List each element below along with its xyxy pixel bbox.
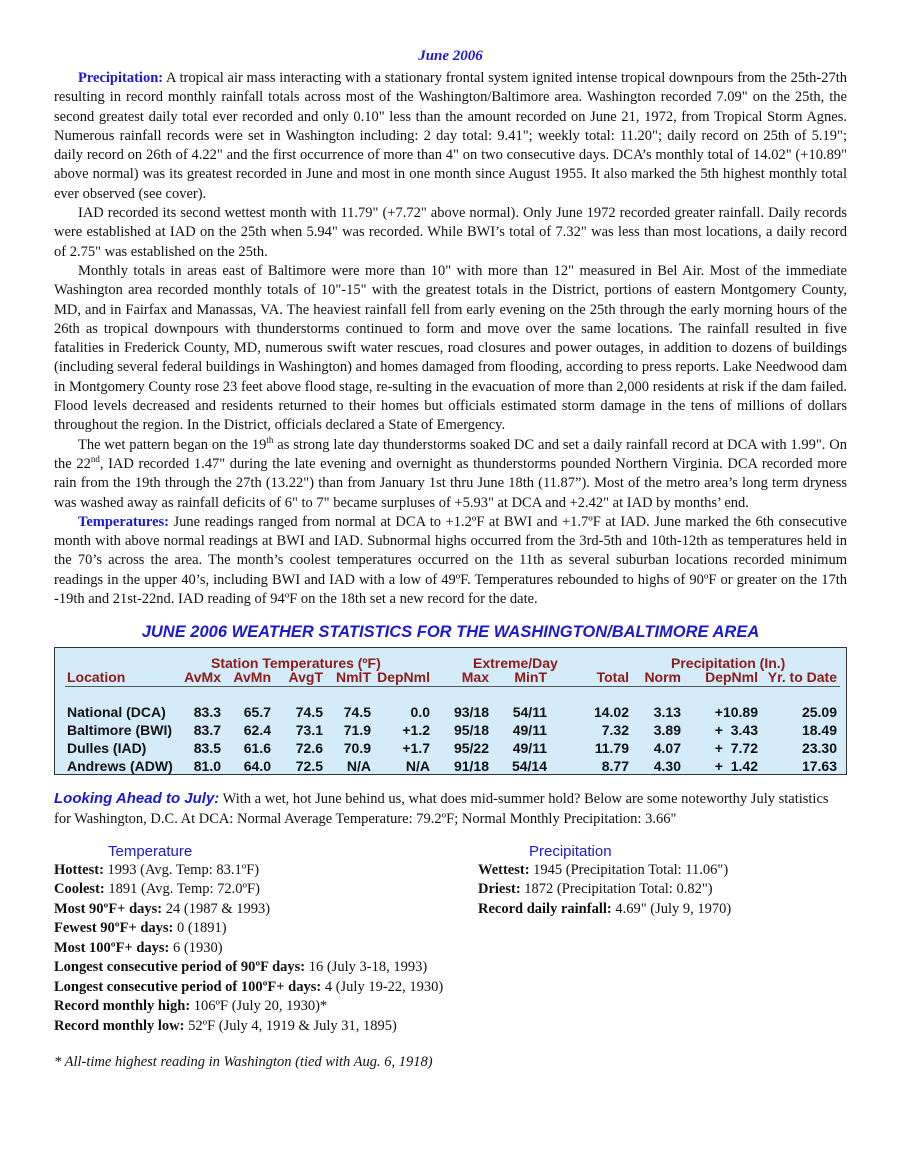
temperature-record-label: Hottest: xyxy=(54,861,104,878)
stats-cell-precip-depnml: +10.89 xyxy=(714,704,758,721)
precipitation-record-value: 1945 (Precipitation Total: 11.06") xyxy=(529,861,729,878)
precipitation-record-label: Record daily rainfall: xyxy=(478,900,612,917)
stats-cell-precip-depnml: + 3.43 xyxy=(714,722,758,739)
precipitation-record-value: 4.69" (July 9, 1970) xyxy=(611,900,732,917)
temperature-heading: Temperature xyxy=(108,842,193,860)
column-header-mint: MinT xyxy=(514,669,547,686)
stats-cell-norm: 3.89 xyxy=(653,722,681,739)
temperature-record xyxy=(54,979,443,996)
stats-cell-location: Andrews (ADW) xyxy=(67,758,173,775)
stats-cell-avgt: 74.5 xyxy=(295,704,323,721)
stats-cell-avgt: 72.5 xyxy=(295,758,323,775)
stats-cell-avgt: 72.6 xyxy=(295,740,323,757)
precipitation-record xyxy=(478,862,728,879)
stats-cell-avmn: 61.6 xyxy=(243,740,271,757)
column-header-nmlt: NmlT xyxy=(336,669,371,686)
stats-cell-location: National (DCA) xyxy=(67,704,166,721)
stats-cell-precip-depnml: + 7.72 xyxy=(714,740,758,757)
month-title: June 2006 xyxy=(418,48,483,64)
temperatures-paragraph xyxy=(54,513,847,609)
stats-cell-nmlt: 70.9 xyxy=(343,740,371,757)
temperature-record-value: 6 (1930) xyxy=(169,939,223,956)
stats-cell-nmlt: 74.5 xyxy=(343,704,371,721)
temperature-record-label: Most 100ºF+ days: xyxy=(54,939,170,956)
stats-cell-avmx: 83.3 xyxy=(193,704,221,721)
temperature-record-value: 52ºF (July 4, 1919 & July 31, 1895) xyxy=(184,1017,397,1034)
temperature-record-label: Most 90ºF+ days: xyxy=(54,900,163,917)
stats-cell-yr-to-date: 23.30 xyxy=(801,740,837,757)
stats-cell-location: Dulles (IAD) xyxy=(67,740,147,757)
looking-ahead-lead: Looking Ahead to July: xyxy=(54,790,220,808)
group-header-precipitation: Precipitation (In.) xyxy=(671,655,786,672)
stats-cell-precip-depnml: + 1.42 xyxy=(714,758,758,775)
group-header-temperatures: Station Temperatures (ºF) xyxy=(211,655,381,672)
looking-ahead-text: With a wet, hot June behind us, what does mid-summer hold? Below are some noteworthy July statistics for Washington, D.C. At DCA: Normal Average Temperature: 79.2ºF; Normal Monthly Precipitation: 3.66" xyxy=(54,791,829,827)
precipitation-text: A tropical air mass interacting with a stationary frontal system ignited intense tropical downpours from the 25th-27th resulting in record monthly rainfall totals across most of the Washington/Baltimore area. Washington recorded 7.09" on the 25th, the second greatest daily total ever recorded and only 0.10" less than the amount recorded on June 21, 1972, from Tropical Storm Agnes. Numerous rainfall records were set in Washington including: 2 day total: 9.41"; weekly total: 11.20"; daily record on 25th of 5.19"; daily record on 26th of 4.22" and the first occurrence of more than 4" on two consecutive days. DCA’s monthly total of 14.02" (+10.89" above normal) was its greatest recorded in June and most in one month since August 1955. It also marked the 5th highest monthly total ever observed (see cover). xyxy=(54,70,847,202)
temperature-record-value: 1993 (Avg. Temp: 83.1ºF) xyxy=(103,861,260,878)
temperature-record xyxy=(54,940,223,957)
column-header-precip-depnml: DepNml xyxy=(705,669,758,686)
stats-cell-nmlt: 71.9 xyxy=(343,722,371,739)
temperature-record-label: Fewest 90ºF+ days: xyxy=(54,920,174,937)
footnote: * All-time highest reading in Washington (tied with Aug. 6, 1918) xyxy=(54,1053,433,1070)
stats-cell-total: 7.32 xyxy=(601,722,629,739)
wet-pattern-paragraph xyxy=(54,436,847,513)
column-header-yr-to-date: Yr. to Date xyxy=(767,669,837,686)
stats-cell-total: 14.02 xyxy=(593,704,629,721)
wet-text-3: , IAD recorded 1.47" during the late evening and overnight as thunderstorms pounded Northern Virginia. DCA recorded more rain from the 19th through the 27th (13.22") than from January 1st thru June 18th (11.87”). Most of the metro area’s long term dryness was washed away as rainfall deficits of 6" to 7" became surpluses of +5.93" at DCA and +2.42" at IAD by months’ end. xyxy=(54,455,847,511)
looking-ahead-paragraph xyxy=(54,789,847,829)
stats-cell-mint: 54/14 xyxy=(511,758,547,775)
temperature-record-label: Longest consecutive period of 90ºF days: xyxy=(54,959,306,976)
temperature-record-value: 24 (1987 & 1993) xyxy=(162,900,271,917)
stats-cell-norm: 4.07 xyxy=(653,740,681,757)
temperature-record-value: 4 (July 19-22, 1930) xyxy=(321,978,444,995)
temperature-record xyxy=(54,998,327,1015)
stats-cell-yr-to-date: 18.49 xyxy=(801,722,837,739)
stats-cell-avgt: 73.1 xyxy=(295,722,323,739)
precipitation-heading: Precipitation xyxy=(529,842,612,860)
precipitation-record-label: Driest: xyxy=(478,881,521,898)
precipitation-paragraph xyxy=(54,69,847,204)
stats-cell-avmn: 62.4 xyxy=(243,722,271,739)
stats-cell-depnml: +1.7 xyxy=(402,740,430,757)
temperatures-text: June readings ranged from normal at DCA to +1.2ºF at BWI and +1.7ºF at IAD. June marked the 6th consecutive month with above normal readings at BWI and IAD. Subnormal highs occurred from the 3rd-5th and 10th-12th as temperatures held in the 70’s across the area. The month’s coolest temperatures occurred on the 11th as several suburban locations recorded minimum readings in the upper 40’s, including BWI and IAD with a low of 49ºF. Temperatures rebounded to highs of 90ºF or greater on the 17th -19th and 21st-22nd. IAD reading of 94ºF on the 18th set a new record for the date. xyxy=(54,513,847,608)
temperature-record-value: 106ºF (July 20, 1930)* xyxy=(190,998,328,1015)
stats-cell-yr-to-date: 25.09 xyxy=(801,704,837,721)
stats-cell-max: 93/18 xyxy=(453,704,489,721)
temperatures-lead: Temperatures: xyxy=(78,513,170,530)
temperature-record-label: Record monthly low: xyxy=(54,1017,185,1034)
stats-cell-depnml: +1.2 xyxy=(402,722,430,739)
stats-cell-depnml: N/A xyxy=(405,758,430,775)
july-records xyxy=(54,843,847,1048)
stats-cell-max: 95/18 xyxy=(453,722,489,739)
stats-cell-avmx: 81.0 xyxy=(193,758,221,775)
temperature-record xyxy=(54,862,259,879)
stats-cell-avmn: 64.0 xyxy=(243,758,271,775)
stats-cell-avmx: 83.7 xyxy=(193,722,221,739)
column-header-avgt: AvgT xyxy=(288,669,323,686)
stats-cell-norm: 4.30 xyxy=(653,758,681,775)
temperature-record-value: 16 (July 3-18, 1993) xyxy=(305,959,428,976)
monthly-totals-paragraph: Monthly totals in areas east of Baltimore were more than 10" with more than 12" measured in Bel Air. Most of the immediate Washington area recorded monthly totals of 10"-15" with the greatest totals in the District, portions of eastern Montgomery County, MD, and in Fairfax and Manassas, VA. The heaviest rainfall fell from early evening on the 25th through the early morning hours of the 26th as tropical downpours with thunderstorms continued to form and move over the same locations. The rainfall resulted in five fatalities in Frederick County, MD, numerous swift water rescues, road closures and power outages, in addition to dozens of buildings (including several federal buildings in Washington) and homes damaged from flooding, according to press reports. Lake Needwood dam in Montgomery County rose 23 feet above flood stage, re-sulting in the evacuation of more than 2,000 residents at risk if the dam failed. Flood levels decreased and residents returned to their homes but officials estimated storm damage in the tens of millions of dollars throughout the region. In the District, officials declared a State of Emergency. xyxy=(54,262,847,434)
temperature-record xyxy=(54,901,270,918)
column-header-depnml: DepNml xyxy=(377,669,430,686)
temperature-record-value: 0 (1891) xyxy=(173,920,227,937)
stats-cell-mint: 54/11 xyxy=(512,704,547,721)
precipitation-record xyxy=(478,881,713,898)
column-header-total: Total xyxy=(596,669,629,686)
column-header-avmx: AvMx xyxy=(184,669,221,686)
temperature-record-value: 1891 (Avg. Temp: 72.0ºF) xyxy=(104,881,260,898)
iad-paragraph: IAD recorded its second wettest month with 11.79" (+7.72" above normal). Only June 1972 recorded greater rainfall. Daily records were established at IAD on the 25th when 5.94" was recorded. While BWI’s total of 7.32" was less than most locations, a daily record of 2.75" was established on the 25th. xyxy=(54,205,847,260)
stats-cell-total: 11.79 xyxy=(594,740,629,757)
wet-sup-2: nd xyxy=(90,454,100,465)
stats-cell-total: 8.77 xyxy=(601,758,629,775)
stats-cell-mint: 49/11 xyxy=(512,740,547,757)
column-header-avmn: AvMn xyxy=(233,669,271,686)
stats-cell-max: 91/18 xyxy=(453,758,489,775)
stats-cell-avmn: 65.7 xyxy=(243,704,271,721)
stats-cell-norm: 3.13 xyxy=(653,704,681,721)
group-header-extreme: Extreme/Day xyxy=(473,655,558,672)
stats-cell-depnml: 0.0 xyxy=(410,704,430,721)
temperature-record xyxy=(54,920,227,937)
column-header-location: Location xyxy=(67,669,126,686)
temperature-record-label: Record monthly high: xyxy=(54,998,191,1015)
wet-text-2: as strong late day thunderstorms soaked DC and set a daily rainfall record at DCA with 1.99". On the 22 xyxy=(54,436,847,472)
column-header-max: Max xyxy=(461,669,489,686)
newsletter-page xyxy=(54,48,847,1071)
stats-cell-max: 95/22 xyxy=(453,740,489,757)
temperature-record xyxy=(54,881,260,898)
temperature-record-label: Longest consecutive period of 100ºF+ days: xyxy=(54,978,322,995)
column-header-norm: Norm xyxy=(644,669,681,686)
stats-cell-mint: 49/11 xyxy=(512,722,547,739)
temperature-record xyxy=(54,1018,397,1035)
temperature-record xyxy=(54,959,427,976)
precipitation-record-label: Wettest: xyxy=(478,861,530,878)
temperature-record-label: Coolest: xyxy=(54,881,105,898)
precipitation-record-value: 1872 (Precipitation Total: 0.82") xyxy=(520,881,713,898)
stats-title: JUNE 2006 WEATHER STATISTICS FOR THE WASHINGTON/BALTIMORE AREA xyxy=(141,623,760,642)
stats-cell-nmlt: N/A xyxy=(346,758,371,775)
wet-sup-1: th xyxy=(266,434,274,445)
stats-table xyxy=(54,647,847,775)
precipitation-lead: Precipitation: xyxy=(78,70,164,86)
stats-cell-yr-to-date: 17.63 xyxy=(801,758,837,775)
wet-text-1: The wet pattern began on the 19 xyxy=(78,436,267,453)
header-rule xyxy=(65,686,840,687)
stats-cell-avmx: 83.5 xyxy=(193,740,221,757)
precipitation-record xyxy=(478,901,731,918)
stats-cell-location: Baltimore (BWI) xyxy=(67,722,172,739)
